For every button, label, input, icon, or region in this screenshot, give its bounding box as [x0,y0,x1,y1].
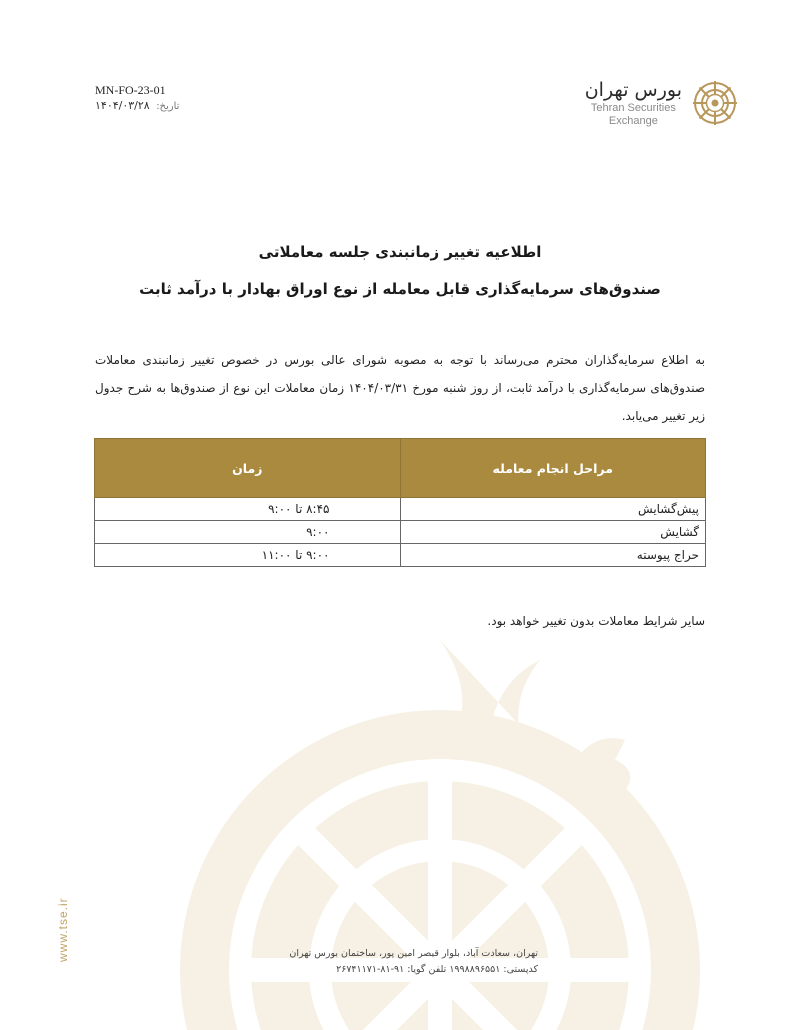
intro-paragraph: به اطلاع سرمایه‌گذاران محترم می‌رساند با توجه به مصوبه شورای عالی بورس در خصوص تغییر زمانبندی معاملات صندوق‌های سرمایه‌گذاری با درآمد ثابت، از روز شنبه مورخ ۱۴۰۴/۰۳/۳۱ زمان معاملات این نوع از صندوق‌ها به شرح جدول زیر تغییر می‌یابد. [95,353,706,423]
table-header-row [95,439,706,498]
address-line: تهران، سعادت آباد، بلوار قیصر امین پور، ساختمان بورس تهران [289,948,538,959]
footer-address [289,946,538,978]
time-cell: ۹:۰۰ تا ۱۱:۰۰ [95,544,401,567]
trading-schedule-table [94,438,706,567]
stage-cell: گشایش [400,521,706,544]
title-line-1: اطلاعیه تغییر زمانبندی جلسه معاملاتی [258,243,542,261]
contact-line: کدپستی: ۱۹۹۸۸۹۶۵۵۱ تلفن گویا: ۹۱-۸۱-۲۶۷۴۱۱۷۱ [336,964,538,975]
ship-wheel-icon [692,80,738,126]
document-date [95,99,179,112]
logo-text [585,78,682,128]
stage-cell: پیش‌گشایش [400,498,706,521]
table-row [95,498,706,521]
time-cell: ۹:۰۰ [95,521,401,544]
header-time: زمان [95,439,401,498]
logo-english-line-1: Tehran Securities [590,102,676,114]
document-code: MN-FO-23-01 [95,83,166,97]
website-text: www.tse.ir [56,897,70,962]
logo-english-line-2: Exchange [608,115,658,127]
logo-persian-name: بورس تهران [584,79,682,101]
title-line-2: صندوق‌های سرمایه‌گذاری قابل معامله از نوع اوراق بهادار با درآمد ثابت [139,280,661,298]
date-value: ۱۴۰۴/۰۳/۲۸ [95,99,150,112]
closing-note: سایر شرایط معاملات بدون تغییر خواهد بود. [487,614,705,628]
time-cell: ۸:۴۵ تا ۹:۰۰ [95,498,401,521]
website-url [56,872,68,962]
tse-logo [585,78,738,128]
stage-cell: حراج پیوسته [400,544,706,567]
header-stage: مراحل انجام معامله [400,439,706,498]
date-label: تاریخ: [156,101,180,112]
table-row [95,521,706,544]
table-row [95,544,706,567]
